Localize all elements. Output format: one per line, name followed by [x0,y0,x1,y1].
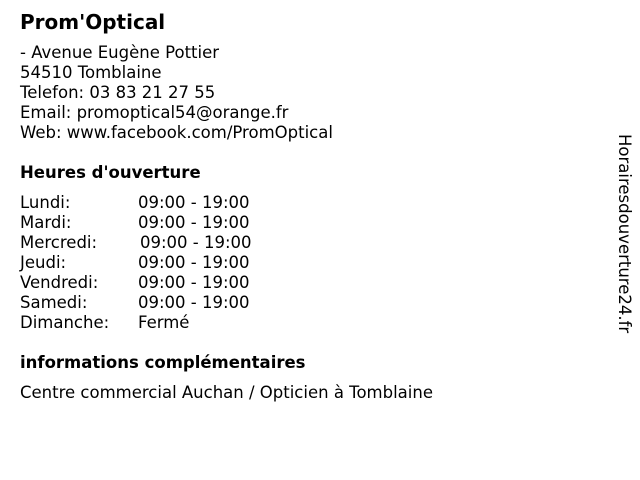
time-range: 09:00 - 19:00 [138,193,250,212]
phone-text: Telefon: 03 83 21 27 55 [20,83,216,102]
time-range: 09:00 - 19:00 [138,293,250,312]
day-label: Dimanche: [20,313,110,332]
time-range: 09:00 - 19:00 [138,273,250,292]
address-city: 54510 Tomblaine [20,63,162,82]
day-label: Jeudi: [20,253,67,272]
day-label: Mardi: [20,213,72,232]
additional-info-text: Centre commercial Auchan / Opticien à Tomblaine [20,383,433,402]
address-street: - Avenue Eugène Pottier [20,43,220,62]
additional-info-heading: informations complémentaires [20,353,306,372]
email-text: Email: promoptical54@orange.fr [20,103,289,122]
time-range: 09:00 - 19:00 [138,253,250,272]
day-label: Vendredi: [20,273,99,292]
business-name: Prom'Optical [20,10,166,34]
day-label: Samedi: [20,293,88,312]
time-range: 09:00 - 19:00 [138,213,250,232]
time-range: 09:00 - 19:00 [140,233,252,252]
day-label: Mercredi: [20,233,98,252]
web-text: Web: www.facebook.com/PromOptical [20,123,333,142]
site-watermark: Horairesdouverture24.fr [615,134,634,334]
contact-block [20,43,333,143]
opening-hours-heading: Heures d'ouverture [20,163,201,182]
day-label: Lundi: [20,193,71,212]
closed-label: Fermé [138,313,190,332]
